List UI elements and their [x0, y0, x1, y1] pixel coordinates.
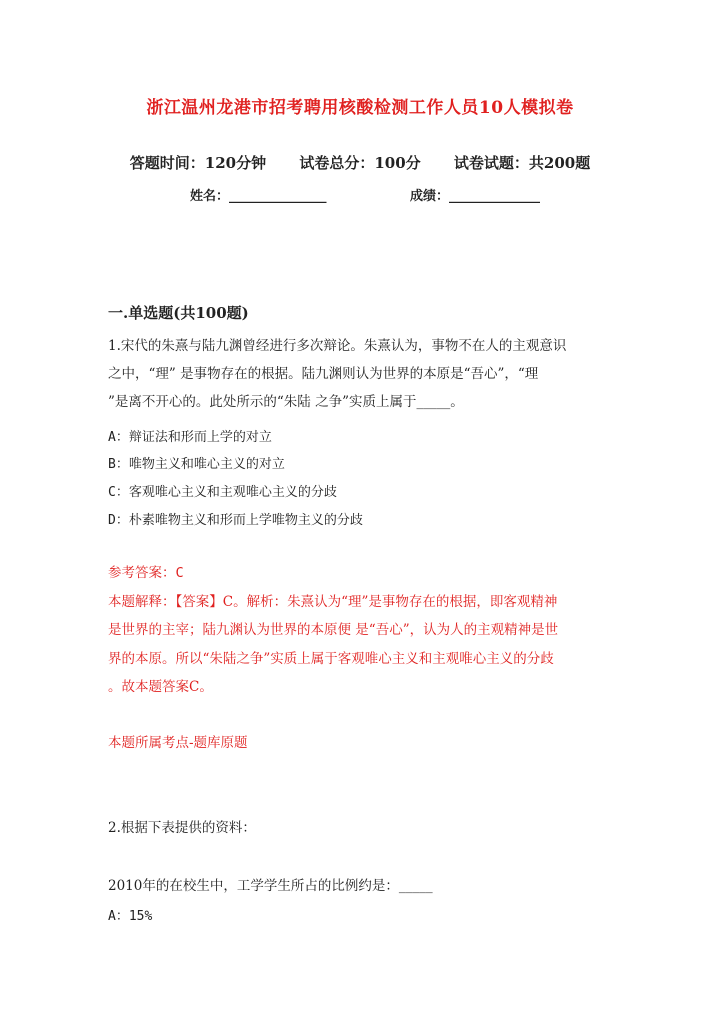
- q1-stem-line1: 1.宋代的朱熹与陆九渊曾经进行多次辩论。朱熹认为，事物不在人的主观意识: [108, 338, 567, 354]
- q1-stem-line3: ”是离不开心的。此处所示的“朱陆 之争”实质上属于_____。: [108, 394, 464, 410]
- q1-explanation-line2: 是世界的主宰；陆九渊认为世界的本原便 是“吾心”，认为人的主观精神是世: [108, 622, 559, 638]
- q1-stem-line2: 之中，“理” 是事物存在的根据。陆九渊则认为世界的本原是“吾心”，“理: [108, 366, 539, 382]
- q2-stem-line2: 2010年的在校生中，工学学生所占的比例约是：_____: [108, 878, 433, 894]
- q2-stem-line1: 2.根据下表提供的资料：: [108, 820, 256, 836]
- q1-explanation-line3: 界的本原。所以“朱陆之争”实质上属于客观唯心主义和主观唯心主义的分歧: [108, 651, 554, 667]
- name-field: 姓名：_______________: [190, 189, 327, 204]
- q2-option-a: A：15%: [108, 909, 153, 924]
- q1-option-a: A：辩证法和形而上学的对立: [108, 430, 272, 445]
- exam-meta: [0, 152, 720, 173]
- q1-topic-tag: 本题所属考点-题库原题: [108, 735, 248, 751]
- q1-answer: 参考答案：C: [108, 565, 184, 581]
- q1-option-b: B：唯物主义和唯心主义的对立: [108, 457, 285, 472]
- q1-option-d: D：朴素唯物主义和形而上学唯物主义的分歧: [108, 513, 363, 528]
- q1-explanation-line1: 本题解释：【答案】C。解析：朱熹认为“理”是事物存在的根据，即客观精神: [108, 594, 558, 610]
- score-field: 成绩：______________: [410, 189, 541, 204]
- q1-explanation-line4: 。故本题答案C。: [108, 679, 213, 695]
- exam-total-score: 试卷总分：100分: [299, 154, 421, 172]
- exam-title: 浙江温州龙港市招考聘用核酸检测工作人员10人模拟卷: [146, 98, 574, 118]
- exam-question-count: 试卷试题：共200题: [453, 154, 591, 172]
- q1-option-c: C：客观唯心主义和主观唯心主义的分歧: [108, 485, 337, 500]
- exam-time: 答题时间：120分钟: [129, 154, 267, 172]
- section-heading: 一.单选题(共100题): [108, 304, 249, 322]
